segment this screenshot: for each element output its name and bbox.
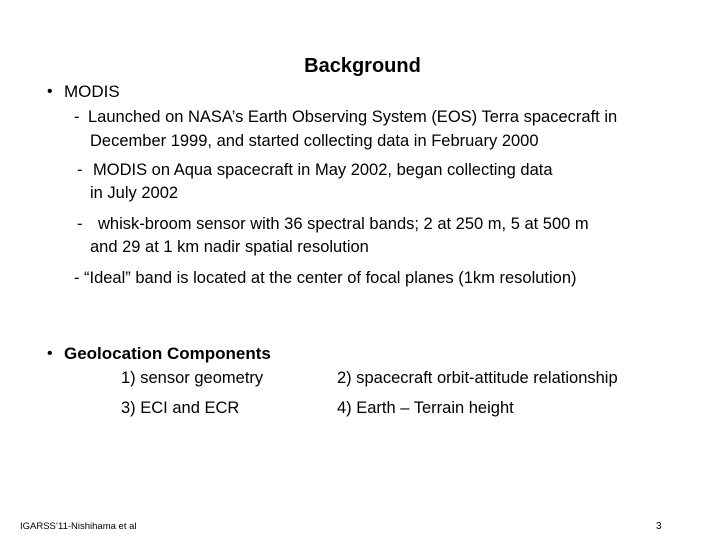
bullet-heading-modis: MODIS	[64, 82, 120, 101]
component-item: 3) ECI and ECR	[121, 399, 240, 417]
sub-item-text: in July 2002	[90, 184, 179, 202]
sub-item-dash: -	[77, 161, 83, 179]
sub-item-dash: -	[77, 215, 83, 233]
sub-item-text: Launched on NASA’s Earth Observing System (EOS) Terra spacecraft in	[88, 108, 618, 126]
component-item: 2) spacecraft orbit-attitude relationship	[337, 369, 618, 387]
sub-item-text: whisk-broom sensor with 36 spectral bands; 2 at 250 m, 5 at 500 m	[98, 215, 589, 233]
component-item: 1) sensor geometry	[121, 369, 264, 387]
component-item: 4) Earth – Terrain height	[337, 399, 514, 417]
bullet-marker: •	[47, 345, 53, 362]
slide-title: Background	[304, 55, 421, 77]
bullet-heading-geolocation: Geolocation Components	[64, 344, 271, 363]
bullet-marker: •	[47, 83, 53, 100]
sub-item-text: MODIS on Aqua spacecraft in May 2002, began collecting data	[93, 161, 553, 179]
sub-item-dash: -	[74, 269, 80, 287]
sub-item-text: and 29 at 1 km nadir spatial resolution	[90, 238, 369, 256]
sub-item-text: December 1999, and started collecting data in February 2000	[90, 132, 539, 150]
page-number: 3	[656, 521, 662, 532]
sub-item-dash: -	[74, 108, 80, 126]
footer-citation: IGARSS’11-Nishihama et al	[20, 521, 137, 532]
sub-item-text: “Ideal” band is located at the center of focal planes (1km resolution)	[84, 269, 577, 287]
